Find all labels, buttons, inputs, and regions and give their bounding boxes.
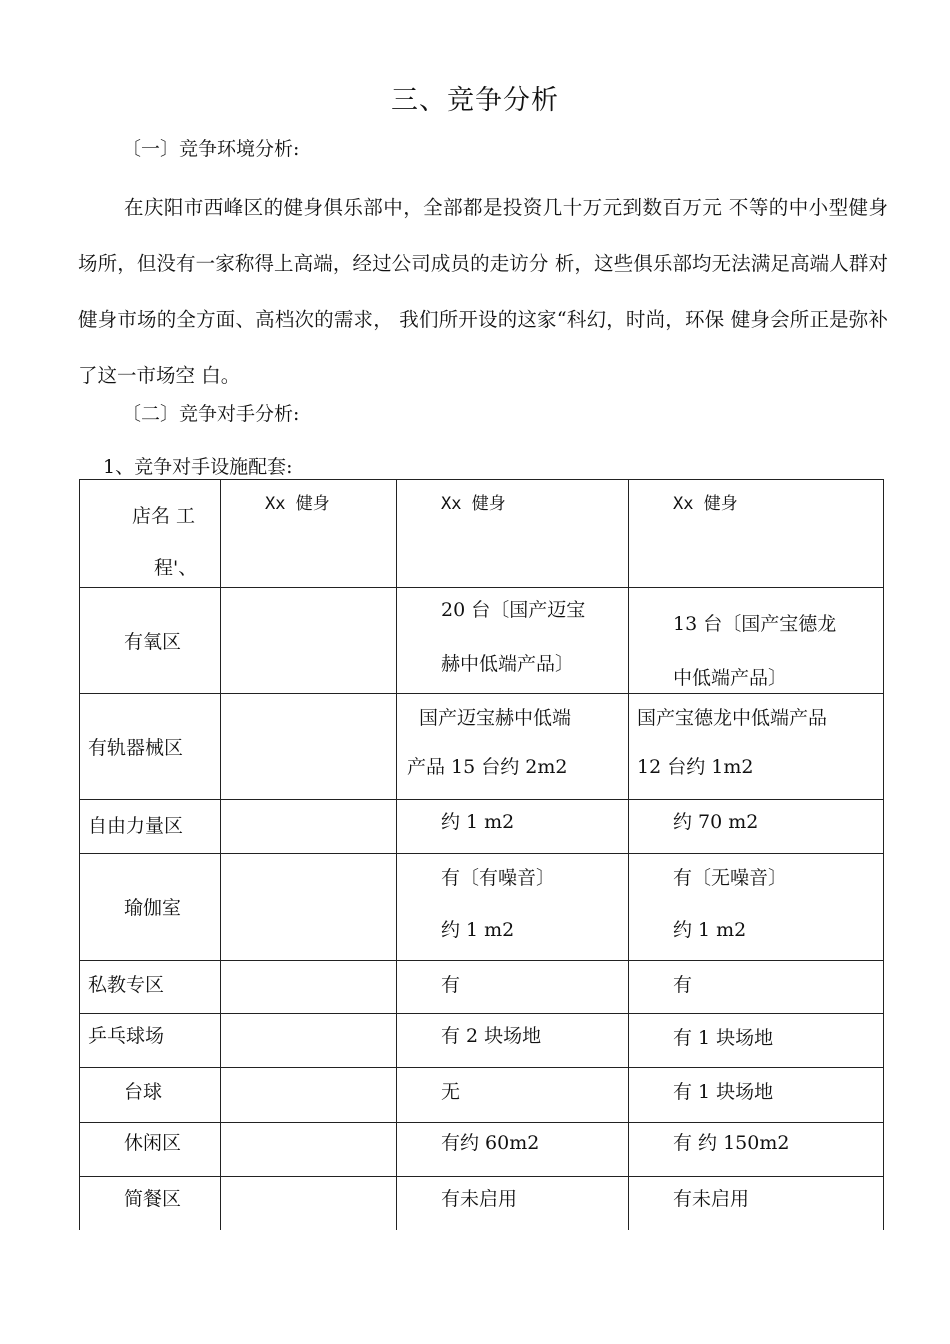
header-corner-cell [80,480,221,588]
table-row: 简餐区 有未启用 有未启用 [80,1177,884,1230]
table-row: 台球 无 有 1 块场地 [80,1068,884,1123]
table-row: 休闲区 有约 60m2 有 约 150m2 [80,1123,884,1177]
environment-paragraph: 在庆阳市西峰区的健身俱乐部中，全部都是投资几十万元到数百万元 不等的中小型健身场所，但没有一家称得上高端，经过公司成员的走访分 析，这些俱乐部均无法满足高端人群对健身市场的全方面、高档次的需求， 我们所开设的这家“科幻，时尚，环保 健身会所正是弥补了这一市场空 白。 [78,196,888,387]
facilities-table [79,479,884,1230]
table-cell-empty [221,1014,397,1068]
table-cell-empty [221,800,397,854]
section-heading-competitors: 〔二〕竞争对手分析: [122,403,300,425]
corner-label-line1: 店名 工 [132,505,196,527]
table-row: 自由力量区 约 1 m2 约 70 m2 [80,800,884,854]
table-row: 有轨器械区 国产迈宝赫中低端 产品 15 台约 2m2 国产宝德龙中低端产品 12 台约 1m2 [80,694,884,800]
table-cell-empty [221,694,397,800]
table-row: 私教专区 有 有 [80,961,884,1014]
table-cell-empty [221,1123,397,1177]
section-heading-environment: 〔一〕竞争环境分析: [122,138,300,160]
header-col1: Xx 健身 [221,480,397,588]
table-cell-empty [221,1177,397,1230]
page-title: 三、竞争分析 [391,85,559,116]
row-label: 有氧区 [124,631,182,653]
row-label: 有轨器械区 [88,737,184,759]
row-label: 自由力量区 [88,815,184,837]
table-cell-empty [221,961,397,1014]
item-heading-facilities: 1、竞争对手设施配套: [103,456,293,478]
header-col3: Xx 健身 [629,480,884,588]
header-col2: Xx 健身 [397,480,629,588]
row-label: 休闲区 [124,1132,182,1154]
table-cell-empty [221,1068,397,1123]
row-label: 私教专区 [88,974,165,996]
table-cell-empty [221,588,397,694]
table-header-row [80,480,884,588]
table-row: 有氧区 20 台〔国产迈宝 赫中低端产品〕 13 台〔国产宝德龙 中低端产品〕 [80,588,884,694]
table-row: 瑜伽室 有〔有噪音〕 约 1 m2 有〔无噪音〕 约 1 m2 [80,854,884,961]
table-cell-empty [221,854,397,961]
row-label: 乒乓球场 [88,1025,165,1047]
row-label: 台球 [124,1081,163,1103]
row-label: 瑜伽室 [124,897,182,919]
table-row: 乒乓球场 有 2 块场地 有 1 块场地 [80,1014,884,1068]
corner-label-line2: 程'、 [154,557,198,579]
row-label: 简餐区 [124,1188,182,1210]
